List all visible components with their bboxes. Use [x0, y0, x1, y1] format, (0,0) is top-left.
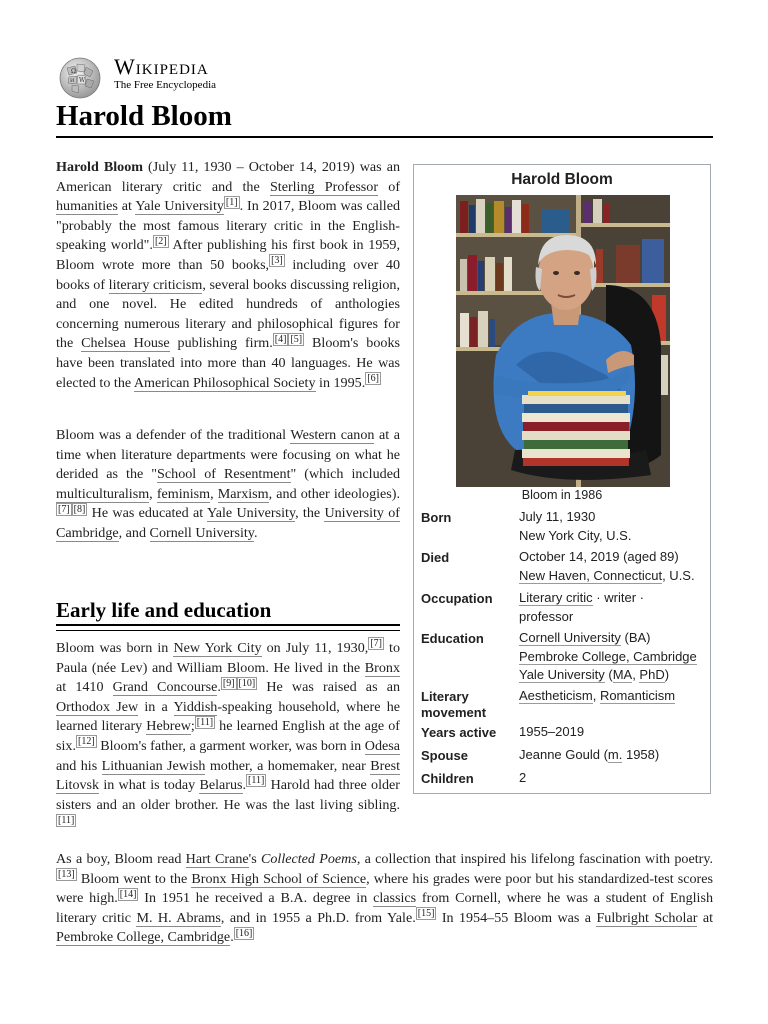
link-american-philosophical-society[interactable]: American Philosophical Society	[133, 374, 316, 391]
link-married-abbrev[interactable]: m.	[607, 747, 623, 762]
link-fulbright-scholar[interactable]: Fulbright Scholar	[596, 909, 698, 926]
label-years-active: Years active	[421, 725, 497, 740]
photo-caption: Bloom in 1986	[521, 488, 603, 502]
early-life-paragraph-1: Bloom was born in New York City on July 11, 1930, [7] to Paula (née Lev) and William Bloom. He lived in the Bronx at 1410 Grand Concourse. [9] [10] He was raised as an Orthodox Jew in a Yiddish-speaking household, where he learned literary Hebrew; [11] he learned English at the age of six. [12] Bloom's father, a garment worker, was born in Odesa and his Lithuanian Jewish mother, a homemaker, near Brest Litovsk in what is today Belarus. [11] Harold had three older sisters and an older brother. He was the last living sibling.[11]	[56, 638, 401, 826]
link-literary-criticism[interactable]: literary criticism	[108, 276, 203, 293]
value-literary-movement: Aestheticism, Romanticism	[519, 688, 676, 703]
link-edu-pembroke[interactable]: Pembroke College, Cambridge	[519, 648, 697, 664]
link-edu-yale[interactable]: Yale University	[519, 667, 605, 682]
link-yiddish[interactable]: Yiddish	[173, 698, 218, 715]
intro-paragraph-1: Harold Bloom (July 11, 1930 – October 14, 2019) was an American literary critic and the Sterling Professor of humanities at Yale University [1] . In 2017, Bloom was called "probably the most famous literary critic in the English-speaking world". [2] After publishing his first book in 1959, Bloom wrote more than 50 books, [3] including over 40 books of literary criticism, several books discussing religion, and one novel. He edited hundreds of anthologies concerning numerous literary and philosophical figures for the Chelsea House publishing firm. [4] [5] Bloom's books have been translated into more than 40 languages. He was elected to the American Philosophical Society in 1995. [6]	[56, 159, 401, 391]
ref-11[interactable]: [11]	[196, 716, 214, 728]
ref-2[interactable]: [2]	[154, 235, 167, 247]
ref-15[interactable]: [15]	[417, 908, 435, 920]
link-lithuanian-jewish[interactable]: Lithuanian Jewish	[101, 757, 206, 774]
link-hebrew[interactable]: Hebrew	[146, 718, 191, 735]
link-new-haven[interactable]: New Haven, Connecticut	[519, 567, 663, 583]
link-sterling-professor[interactable]: Sterling Professor	[269, 178, 379, 195]
ref-10[interactable]: [10]	[238, 677, 256, 689]
value-children: 2	[519, 770, 527, 785]
link-yale-university[interactable]: Yale University	[135, 198, 224, 215]
wikipedia-logo[interactable]	[55, 52, 255, 98]
link-marxism[interactable]: Marxism	[217, 485, 269, 502]
link-literary-critic[interactable]: Literary critic	[519, 590, 593, 605]
link-classics[interactable]: classics	[373, 890, 417, 907]
link-orthodox-jew[interactable]: Orthodox Jew	[56, 698, 139, 715]
link-university-of-cambridge[interactable]: University of Cambridge	[56, 505, 401, 541]
link-bronx[interactable]: Bronx	[364, 659, 400, 676]
ref-11c[interactable]: [11]	[58, 814, 75, 826]
link-multiculturalism[interactable]: multiculturalism	[56, 485, 150, 502]
link-phd[interactable]: PhD	[639, 667, 665, 682]
link-pembroke-college[interactable]: Pembroke College, Cambridge	[56, 929, 231, 946]
link-romanticism[interactable]: Romanticism	[599, 688, 676, 703]
link-aestheticism[interactable]: Aestheticism	[519, 688, 593, 703]
link-yale-university-2[interactable]: Yale University	[206, 505, 296, 522]
ref-5[interactable]: [5]	[290, 333, 303, 345]
ref-1[interactable]: [1]	[225, 196, 238, 208]
label-died: Died	[421, 550, 450, 565]
ref-6[interactable]: [6]	[367, 372, 379, 384]
ref-3[interactable]: [3]	[271, 255, 283, 267]
ref-9[interactable]: [9]	[222, 677, 235, 689]
wordmark: Wikipedia	[114, 54, 209, 79]
label-occupation: Occupation	[421, 591, 493, 606]
title-divider	[56, 136, 713, 138]
tagline: The Free Encyclopedia	[114, 79, 217, 91]
ref-7[interactable]: [7]	[58, 503, 70, 515]
link-humanities[interactable]: humanities	[56, 198, 118, 215]
ref-8[interactable]: [8]	[73, 503, 86, 515]
link-bronx-high-school-of-science[interactable]: Bronx High School of Science	[191, 870, 367, 887]
link-western-canon[interactable]: Western canon	[290, 427, 375, 443]
ref-7b[interactable]: [7]	[370, 638, 382, 650]
wikipedia-globe-icon	[55, 54, 105, 100]
infobox	[413, 164, 711, 794]
label-literary-movement: Literary movement	[421, 689, 487, 720]
infobox-title: Harold Bloom	[511, 171, 613, 188]
svg-text:И: И	[70, 78, 75, 84]
link-school-of-resentment[interactable]: School of Resentment	[157, 466, 291, 483]
intro-paragraph-2: Bloom was a defender of the traditional Western canon at a time when literature departments were focusing on what he derided as the "School of Resentment" (which included multiculturalism, feminism, Marxism, and other ideologies).[7] [8] He was educated at Yale University, the University of Cambridge, and Cornell University.	[56, 427, 401, 541]
link-brest-litovsk[interactable]: Brest Litovsk	[56, 757, 401, 794]
link-hart-crane[interactable]: Hart Crane	[185, 851, 249, 867]
svg-text:Ω: Ω	[71, 68, 76, 75]
value-occupation: Literary critic · writer · professor	[519, 590, 644, 624]
ref-4[interactable]: [4]	[274, 333, 287, 345]
value-education: Cornell University (BA) Pembroke College, Cambridge Yale University (MA, PhD)	[519, 630, 697, 682]
label-children: Children	[421, 771, 474, 786]
link-new-york-city[interactable]: New York City	[173, 640, 262, 656]
value-spouse: Jeanne Gould (m. 1958)	[519, 747, 660, 762]
ref-11b[interactable]: [11]	[248, 775, 265, 787]
svg-text:W: W	[79, 77, 86, 84]
label-born: Born	[421, 510, 452, 525]
link-grand-concourse[interactable]: Grand Concourse	[112, 679, 218, 696]
section-divider	[56, 624, 400, 626]
page-title: Harold Bloom	[56, 100, 232, 132]
link-chelsea-house[interactable]: Chelsea House	[81, 335, 170, 352]
ref-16[interactable]: [16]	[235, 927, 253, 939]
link-mh-abrams[interactable]: M. H. Abrams	[136, 909, 221, 926]
value-died: October 14, 2019 (aged 89) New Haven, Connecticut, U.S.	[519, 549, 695, 583]
portrait-photo[interactable]	[456, 195, 670, 487]
label-spouse: Spouse	[421, 748, 468, 763]
early-life-paragraph-2: As a boy, Bloom read Hart Crane's Collected Poems, a collection that inspired his lifelong fascination with poetry.[13] Bloom went to the Bronx High School of Science, where his grades were poor but his standardized-test scores were high. [14] In 1951 he received a B.A. degree in classics from Cornell, where he was a student of English literary critic M. H. Abrams, and in 1955 a Ph.D. from Yale. [15] In 1954–55 Bloom was a Fulbright Scholar at Pembroke College, Cambridge. [16]	[56, 851, 713, 946]
link-ma[interactable]: MA	[612, 667, 633, 682]
value-born: July 11, 1930 New York City, U.S.	[519, 509, 632, 543]
ref-14[interactable]: [14]	[119, 888, 137, 900]
link-feminism[interactable]: feminism	[156, 485, 211, 502]
link-belarus[interactable]: Belarus	[199, 777, 243, 794]
link-edu-cornell[interactable]: Cornell University	[519, 630, 621, 645]
ref-13[interactable]: [13]	[58, 868, 75, 880]
section-divider-thin	[56, 630, 400, 631]
link-cornell-university[interactable]: Cornell University	[149, 524, 254, 541]
ref-12[interactable]: [12]	[77, 736, 95, 748]
link-odesa[interactable]: Odesa	[364, 737, 400, 754]
value-years-active: 1955–2019	[519, 724, 585, 739]
label-education: Education	[421, 631, 484, 646]
section-heading-early-life: Early life and education	[56, 598, 272, 622]
